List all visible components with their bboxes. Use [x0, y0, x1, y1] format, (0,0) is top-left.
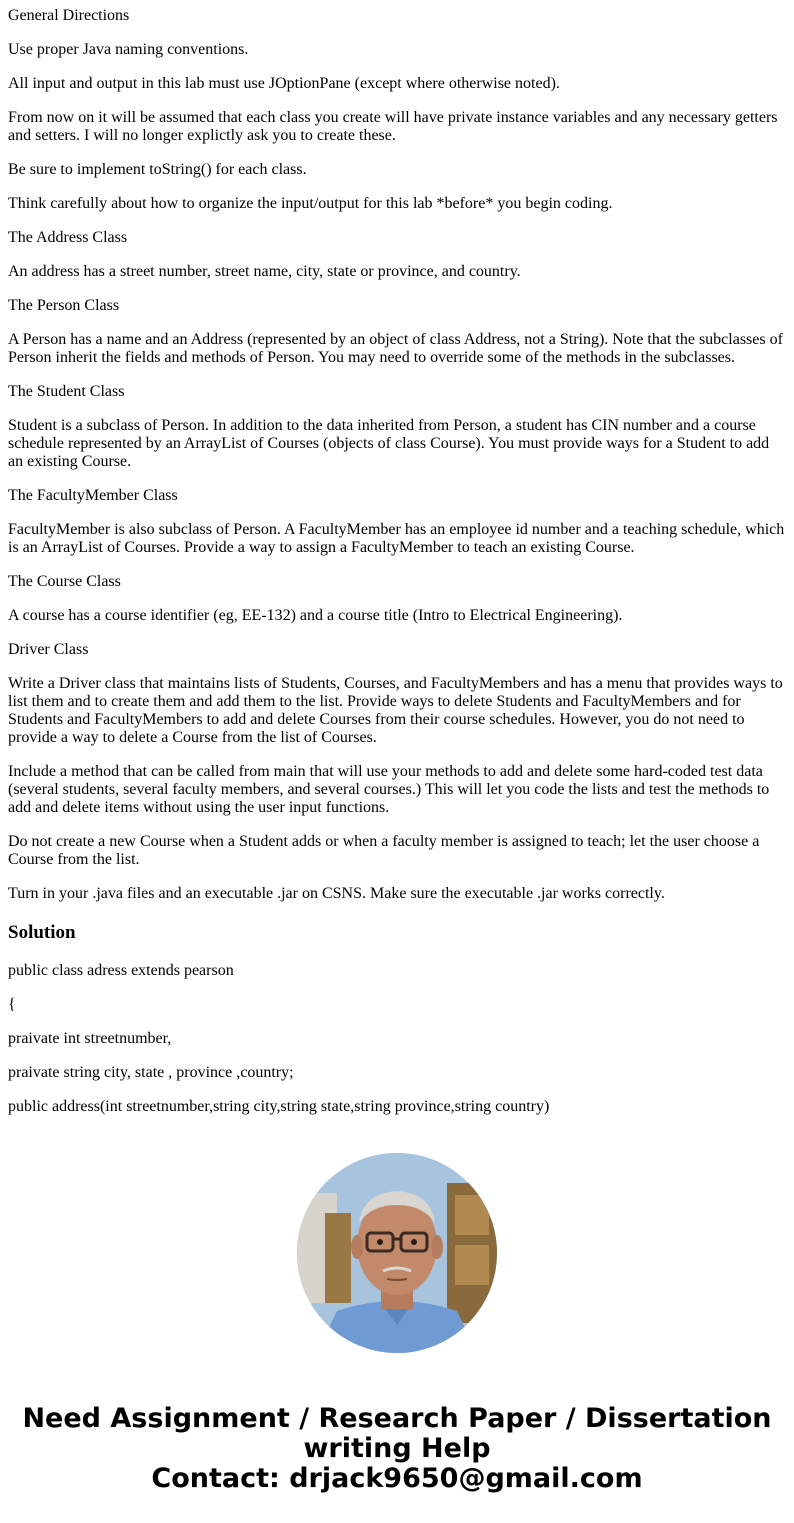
paragraph: Student is a subclass of Person. In addition to the data inherited from Person, a student has CIN number and a course schedule represented by an ArrayList of Courses (objects of class Course). You must provide ways for a Student to add an existing Course. [8, 417, 770, 470]
promo-line: writing Help [303, 1433, 491, 1464]
code-line: praivate int streetnumber, [8, 1030, 172, 1047]
paragraph: Include a method that can be called from main that will use your methods to add and delete some hard-coded test data (several students, several faculty members, and several courses.) This will let you code the lists and test the methods to add and delete items without using the user input functions. [8, 763, 770, 816]
paragraph: FacultyMember is also subclass of Person. A FacultyMember has an employee id number and a teaching schedule, which is an ArrayList of Courses. Provide a way to assign a FacultyMember to teach an existing Course. [8, 521, 785, 556]
paragraph: Write a Driver class that maintains lists of Students, Courses, and FacultyMembers and has a menu that provides ways to list them and to create them and add them to the list. Provide ways to delete Students and FacultyMembers and for Students and FacultyMembers to add and delete Courses from their course schedules. However, you do not need to provide a way to delete a Course from the list of Courses. [8, 675, 783, 746]
heading-address-class: The Address Class [8, 229, 128, 246]
heading-driver-class: Driver Class [8, 641, 89, 658]
paragraph: A course has a course identifier (eg, EE-132) and a course title (Intro to Electrical Engineering). [8, 607, 623, 624]
heading-facultymember-class: The FacultyMember Class [8, 487, 178, 504]
heading-general-directions: General Directions [8, 7, 130, 24]
paragraph: Turn in your .java files and an executable .jar on CSNS. Make sure the executable .jar works correctly. [8, 885, 665, 902]
heading-person-class: The Person Class [8, 297, 120, 314]
paragraph: All input and output in this lab must use JOptionPane (except where otherwise noted). [8, 75, 560, 92]
paragraph: A Person has a name and an Address (represented by an object of class Address, not a String). Note that the subclasses of Person inherit the fields and methods of Person. You may need to override some of the methods in the subclasses. [8, 331, 783, 366]
promo-banner [0, 1404, 794, 1494]
paragraph: Do not create a new Course when a Student adds or when a faculty member is assigned to teach; let the user choose a Course from the list. [8, 833, 760, 868]
code-line: praivate string city, state , province ,country; [8, 1064, 294, 1081]
heading-student-class: The Student Class [8, 383, 125, 400]
paragraph: Use proper Java naming conventions. [8, 41, 249, 58]
code-line: public class adress extends pearson [8, 962, 234, 979]
paragraph: Think carefully about how to organize the input/output for this lab *before* you begin coding. [8, 195, 613, 212]
avatar-portrait [297, 1153, 497, 1353]
code-line: { [8, 996, 16, 1013]
paragraph: From now on it will be assumed that each class you create will have private instance variables and any necessary getters and setters. I will no longer explictly ask you to create these. [8, 109, 778, 144]
promo-contact: Contact: drjack9650@gmail.com [151, 1463, 643, 1494]
code-line: public address(int streetnumber,string city,string state,string province,string country) [8, 1098, 550, 1115]
paragraph: An address has a street number, street name, city, state or province, and country. [8, 263, 521, 280]
promo-line: Need Assignment / Research Paper / Dissertation [22, 1403, 772, 1434]
heading-course-class: The Course Class [8, 573, 121, 590]
solution-heading: Solution [8, 922, 76, 943]
paragraph: Be sure to implement toString() for each class. [8, 161, 307, 178]
avatar [297, 1153, 497, 1353]
